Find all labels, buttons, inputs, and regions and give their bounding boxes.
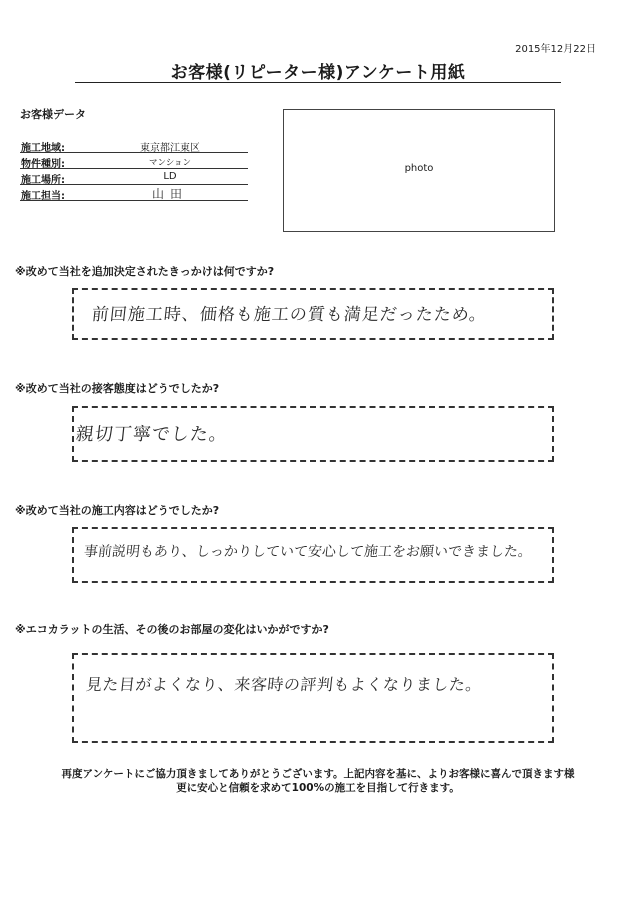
property-type-value: マンション [148,158,192,168]
info-row-location [20,169,248,185]
area-value: 東京都江東区 [140,143,200,154]
question-2: ※改めて当社の接客態度はどうでしたか? [15,382,220,395]
answer-4: 見た目がよくなり、来客時の評判もよくなりました。 [84,675,483,694]
answer-box-2 [72,406,554,462]
answer-box-3 [72,527,554,583]
answer-1: 前回施工時、価格も施工の質も満足だったため。 [90,305,489,325]
question-4: ※エコカラットの生活、その後のお部屋の変化はいかがですか? [15,623,329,636]
survey-date: 2015年12月22日 [515,44,596,55]
photo-label: photo [404,163,434,174]
title-underline [75,82,561,83]
area-label: 施工地域: [21,143,65,154]
staff-label: 施工担当: [21,191,65,202]
customer-data-heading: お客様データ [20,108,86,121]
question-3: ※改めて当社の施工内容はどうでしたか? [15,504,220,517]
question-1: ※改めて当社を追加決定されたきっかけは何ですか? [15,265,275,278]
answer-box-1 [72,288,554,340]
answer-3: 事前説明もあり、しっかりしていて安心して施工をお願いできました。 [83,544,533,560]
closing-line-1: 再度アンケートにご協力頂きましてありがとうございます。上記内容を基に、よりお客様に喜んで頂きます様 [61,768,575,780]
location-value: LD [163,171,177,182]
location-label: 施工場所: [21,175,65,186]
info-row-property-type [20,153,248,169]
closing-line-2: 更に安心と信頼を求めて100%の施工を目指して行きます。 [176,782,460,794]
page-title: お客様(リピーター様)アンケート用紙 [170,63,466,83]
answer-box-4 [72,653,554,743]
info-row-area [20,137,248,153]
answer-2: 親切丁寧でした。 [74,424,229,445]
closing-message [0,767,636,795]
staff-value: 山田 [151,187,188,201]
property-type-label: 物件種別: [21,159,65,170]
info-row-staff [20,185,248,201]
